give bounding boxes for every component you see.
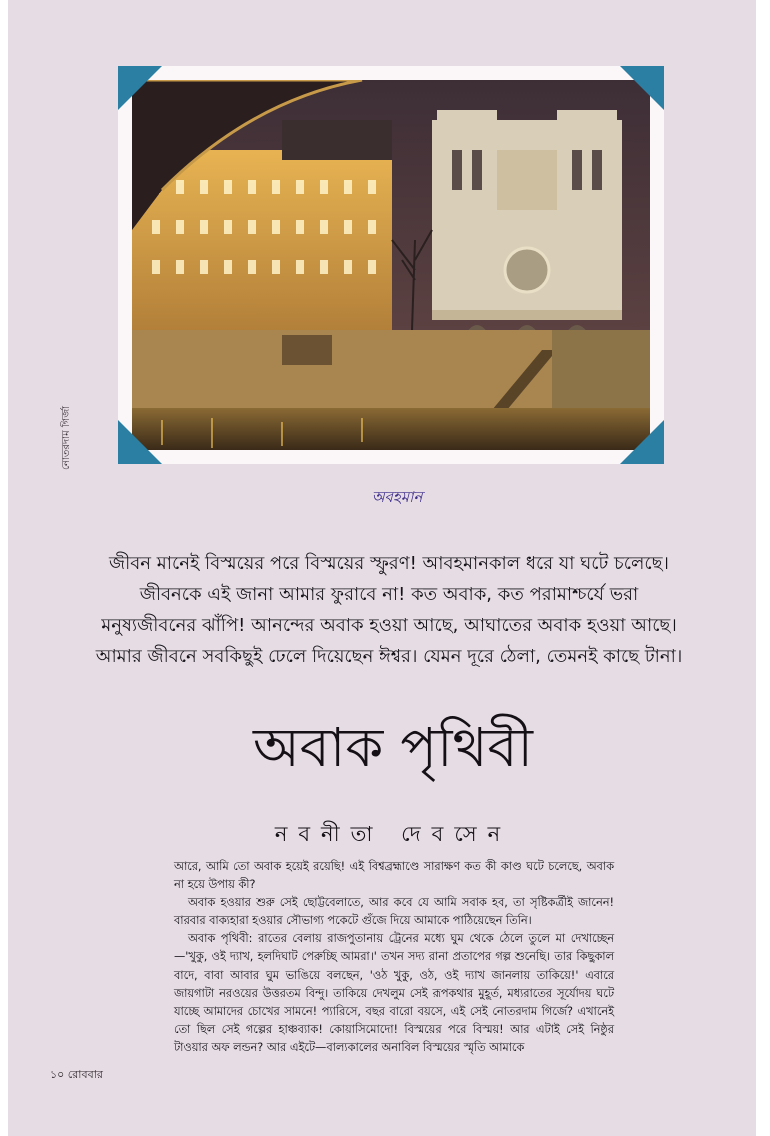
photo-caption: নোতরদাম গির্জা <box>61 405 72 470</box>
notre-dame-illustration <box>132 80 650 450</box>
body-paragraph-1: আরে, আমি তো অবাক হয়েই রয়েছি! এই বিশ্বব্রহ্মাণ্ডে সারাক্ষণ কত কী কাণ্ড ঘটে চলেছে, অবাক না হয়ে উপায় কী? <box>174 860 614 892</box>
article-body <box>174 858 614 1057</box>
body-paragraph-2: অবাক হওয়ার শুরু সেই ছোট্টবেলাতে, আর কবে যে আমি সবাক হব, তা সৃষ্টিকর্ত্রীই জানেন! বারবার বাক্যহারা হওয়ার সৌভাগ্য পকেটে গুঁজে দিয়ে আমাকে পাঠিয়েছেন তিনি। <box>174 896 614 928</box>
author-name: নবনীতা দেবসেন <box>274 822 512 846</box>
series-title: অবহমান <box>371 488 423 506</box>
page-folio: ১০ রোববার <box>50 1068 103 1081</box>
photo-corner-top-right <box>620 66 664 110</box>
intro-paragraph: জীবন মানেই বিস্ময়ের পরে বিস্ময়ের স্ফুরণ! আবহমানকাল ধরে যা ঘটে চলেছে। জীবনকে এই জানা আমার ফুরাবে না! কত অবাক, কত পরামাশ্চর্যে ভরা মনুষ্যজীবনের ঝাঁপি! আনন্দের অবাক হওয়া আছে, আঘাতের অবাক হওয়া আছে। আমার জীবনে সবকিছুই ঢেলে দিয়েছেন ঈশ্বর। যেমন দূরে ঠেলা, তেমনই কাছে টানা। <box>95 553 683 667</box>
photo-frame <box>118 66 664 464</box>
article-title: অবাক পৃথিবী <box>252 716 533 779</box>
notre-dame-photo <box>132 80 650 450</box>
body-paragraph-3: অবাক পৃথিবী: রাতের বেলায় রাজপুতানায় ট্রেনের মধ্যে ঘুম থেকে ঠেলে তুলে মা দেখাচ্ছেন—'খুকু, ওই দ্যাখ, হলদিঘাট পেরুচ্ছি আমরা।' তখন সদ্য রানা প্রতাপের গল্প শুনেছি। তার কিছুকাল বাদে, বাবা আবার ঘুম ভাঙিয়ে বলছেন, 'ওঠ খুকু, ওঠ, ওই দ্যাখ জানলায় তাকিয়ে!' এবারে জায়গাটা নরওয়ের উত্তরতম বিন্দু। তাকিয়ে দেখলুম সেই রূপকথার মুহূর্ত, মধ্যরাতের সূর্যোদয় ঘটে যাচ্ছে আমাদের চোখের সামনে! প্যারিসে, বছর বারো বয়সে, এই সেই নোতরদাম গির্জে? এখানেই তো ছিল সেই গল্পের হাঞ্চব্যাক! কোয়াসিমোদো! বিস্ময়ের পরে বিস্ময়! আর এটাই সেই নিষ্ঠুর টাওয়ার অফ লন্ডন? আর এইটে—বাল্যকালের অনাবিল বিস্ময়ের স্মৃতি আমাকে <box>174 932 614 1054</box>
photo-corner-top-left <box>118 66 162 110</box>
photo-corner-bottom-right <box>620 420 664 464</box>
photo-corner-bottom-left <box>118 420 162 464</box>
magazine-page <box>8 0 756 1136</box>
